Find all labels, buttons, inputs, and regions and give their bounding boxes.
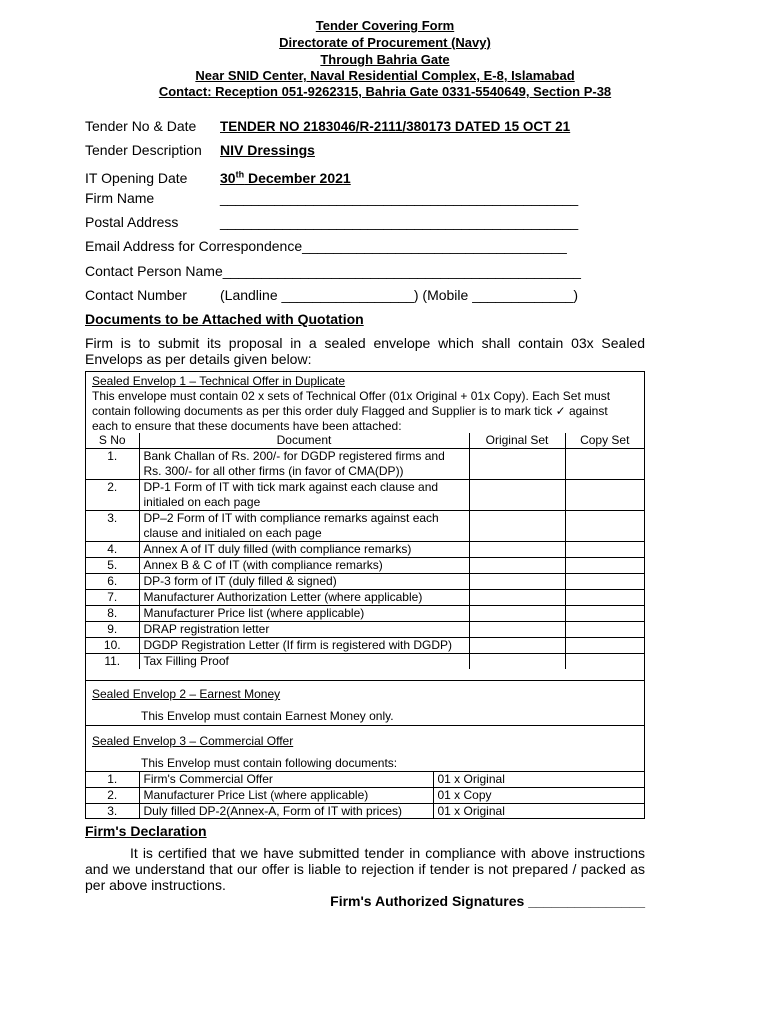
row-document: Annex B & C of IT (with compliance remarks) xyxy=(139,558,469,574)
documents-intro: Firm is to submit its proposal in a sealed envelope which shall contain 03x Sealed Envelops as per details given below: xyxy=(85,335,645,367)
contact-number-field[interactable]: (Landline _________________) (Mobile _____________) xyxy=(220,287,579,303)
contact-number-row xyxy=(85,287,578,303)
row-document: DP-1 Form of IT with tick mark against each clause and initialed on each page xyxy=(139,480,469,511)
row-document: Duly filled DP-2(Annex-A, Form of IT with prices) xyxy=(139,804,433,820)
copy-set-cell[interactable] xyxy=(565,449,644,480)
row-sno: 9. xyxy=(86,622,139,638)
table-row xyxy=(86,622,644,638)
table-row xyxy=(86,638,644,654)
original-set-cell[interactable] xyxy=(469,654,565,670)
contact-person-label: Contact Person Name xyxy=(85,263,223,279)
postal-address-field[interactable]: ______________________________________________ xyxy=(220,214,579,230)
opening-date-value xyxy=(220,170,351,186)
copy-set-cell[interactable] xyxy=(565,654,644,670)
envelope-1-line2: contain following documents as per this order duly Flagged and Supplier is to mark tick ✓ against xyxy=(92,404,608,418)
row-sno: 1. xyxy=(86,449,139,480)
row-sno: 10. xyxy=(86,638,139,654)
firm-name-label: Firm Name xyxy=(85,190,155,206)
row-quantity: 01 x Original xyxy=(433,772,644,788)
original-set-cell[interactable] xyxy=(469,590,565,606)
row-quantity: 01 x Original xyxy=(433,804,644,820)
original-set-cell[interactable] xyxy=(469,511,565,542)
opening-date-label: IT Opening Date xyxy=(85,169,188,186)
header-sno: S No xyxy=(86,433,139,449)
row-document: Annex A of IT duly filled (with compliance remarks) xyxy=(139,542,469,558)
row-document: Tax Filling Proof xyxy=(139,654,469,670)
row-document: Manufacturer Authorization Letter (where applicable) xyxy=(139,590,469,606)
tender-no-value: TENDER NO 2183046/R-2111/380173 DATED 15 OCT 21 xyxy=(220,119,571,134)
opening-suffix: th xyxy=(235,169,245,179)
original-set-cell[interactable] xyxy=(469,558,565,574)
original-set-cell[interactable] xyxy=(469,638,565,654)
envelope-1-table xyxy=(86,433,644,669)
row-sno: 2. xyxy=(86,480,139,511)
authorized-signatures[interactable]: Firm's Authorized Signatures _______________ xyxy=(330,893,645,909)
original-set-cell[interactable] xyxy=(469,574,565,590)
email-row xyxy=(85,238,567,254)
envelope-1-line1: This envelope must contain 02 x sets of Technical Offer (01x Original + 01x Copy). Each Set must xyxy=(92,389,611,403)
table-row xyxy=(86,480,644,511)
row-sno: 5. xyxy=(86,558,139,574)
contact-person-row xyxy=(85,263,581,279)
copy-set-cell[interactable] xyxy=(565,638,644,654)
opening-day: 30 xyxy=(220,169,236,186)
copy-set-cell[interactable] xyxy=(565,590,644,606)
tender-no-row xyxy=(85,118,570,135)
row-document: DP-3 form of IT (duly filled & signed) xyxy=(139,574,469,590)
copy-set-cell[interactable] xyxy=(565,480,644,511)
original-set-cell[interactable] xyxy=(469,542,565,558)
row-sno: 2. xyxy=(86,788,139,804)
original-set-cell[interactable] xyxy=(469,449,565,480)
copy-set-cell[interactable] xyxy=(565,511,644,542)
copy-set-cell[interactable] xyxy=(565,606,644,622)
header-through: Through Bahria Gate xyxy=(320,52,450,67)
declaration-title: Firm's Declaration xyxy=(85,823,207,839)
header-document: Document xyxy=(139,433,469,449)
row-quantity: 01 x Copy xyxy=(433,788,644,804)
envelope-1-title: Sealed Envelop 1 – Technical Offer in Duplicate xyxy=(92,374,346,388)
envelope-3-table xyxy=(86,771,644,819)
table-row xyxy=(86,788,644,804)
envelope-1-box xyxy=(85,371,645,681)
declaration-text: It is certified that we have submitted tender in compliance with above instructions and we understand that our offer is liable to rejection if tender is not prepared / packed as per above instructions. xyxy=(85,845,645,893)
tender-desc-value: NIV Dressings xyxy=(220,142,315,158)
email-label: Email Address for Correspondence xyxy=(85,238,303,254)
tender-desc-label: Tender Description xyxy=(85,142,202,158)
table-row xyxy=(86,772,644,788)
table-row xyxy=(86,606,644,622)
table-row xyxy=(86,449,644,480)
email-field[interactable]: __________________________________ xyxy=(302,238,567,254)
row-document: Manufacturer Price List (where applicable) xyxy=(139,788,433,804)
row-sno: 7. xyxy=(86,590,139,606)
row-document: Manufacturer Price list (where applicable) xyxy=(139,606,469,622)
postal-address-row xyxy=(85,214,578,230)
header-original-set: Original Set xyxy=(469,433,565,449)
row-sno: 8. xyxy=(86,606,139,622)
row-sno: 6. xyxy=(86,574,139,590)
row-sno: 3. xyxy=(86,511,139,542)
documents-title: Documents to be Attached with Quotation xyxy=(85,311,364,327)
firm-name-row xyxy=(85,190,578,206)
copy-set-cell[interactable] xyxy=(565,622,644,638)
original-set-cell[interactable] xyxy=(469,480,565,511)
envelope-3-text: This Envelop must contain following documents: xyxy=(141,756,398,770)
original-set-cell[interactable] xyxy=(469,606,565,622)
tender-no-label: Tender No & Date xyxy=(85,118,197,134)
header-contact: Contact: Reception 051-9262315, Bahria Gate 0331-5540649, Section P-38 xyxy=(158,84,612,99)
envelope-2-box xyxy=(85,681,645,726)
row-document: DP–2 Form of IT with compliance remarks against each clause and initialed on each page xyxy=(139,511,469,542)
original-set-cell[interactable] xyxy=(469,622,565,638)
table-row xyxy=(86,654,644,670)
table-row xyxy=(86,804,644,820)
table-header-row xyxy=(86,433,644,449)
postal-address-label: Postal Address xyxy=(85,214,179,230)
table-row xyxy=(86,542,644,558)
copy-set-cell[interactable] xyxy=(565,558,644,574)
table-row xyxy=(86,574,644,590)
contact-person-field[interactable]: ______________________________________________ xyxy=(222,263,581,279)
envelope-2-text: This Envelop must contain Earnest Money only. xyxy=(141,709,394,723)
opening-date-row xyxy=(85,166,351,186)
row-sno: 11. xyxy=(86,654,139,670)
table-row xyxy=(86,590,644,606)
header-address: Near SNID Center, Naval Residential Complex, E-8, Islamabad xyxy=(195,68,575,83)
copy-set-cell[interactable] xyxy=(565,574,644,590)
table-row xyxy=(86,558,644,574)
opening-rest: December 2021 xyxy=(244,169,351,186)
form-title: Tender Covering Form xyxy=(315,18,455,33)
row-document: DGDP Registration Letter (If firm is registered with DGDP) xyxy=(139,638,469,654)
envelope-1-line3: each to ensure that these documents have been attached: xyxy=(92,419,402,433)
table-row xyxy=(86,511,644,542)
firm-name-field[interactable]: ______________________________________________ xyxy=(220,190,579,206)
row-sno: 1. xyxy=(86,772,139,788)
row-sno: 4. xyxy=(86,542,139,558)
envelope-3-title: Sealed Envelop 3 – Commercial Offer xyxy=(92,734,294,748)
row-document: Bank Challan of Rs. 200/- for DGDP registered firms and Rs. 300/- for all other firms (in favor of CMA(DP)) xyxy=(139,449,469,480)
copy-set-cell[interactable] xyxy=(565,542,644,558)
row-sno: 3. xyxy=(86,804,139,820)
contact-number-label: Contact Number xyxy=(85,287,187,303)
envelope-3-box xyxy=(85,725,645,819)
tender-desc-row xyxy=(85,142,315,158)
header-directorate: Directorate of Procurement (Navy) xyxy=(279,35,491,50)
envelope-2-title: Sealed Envelop 2 – Earnest Money xyxy=(92,687,281,701)
row-document: DRAP registration letter xyxy=(139,622,469,638)
header-copy-set: Copy Set xyxy=(565,433,644,449)
row-document: Firm's Commercial Offer xyxy=(139,772,433,788)
